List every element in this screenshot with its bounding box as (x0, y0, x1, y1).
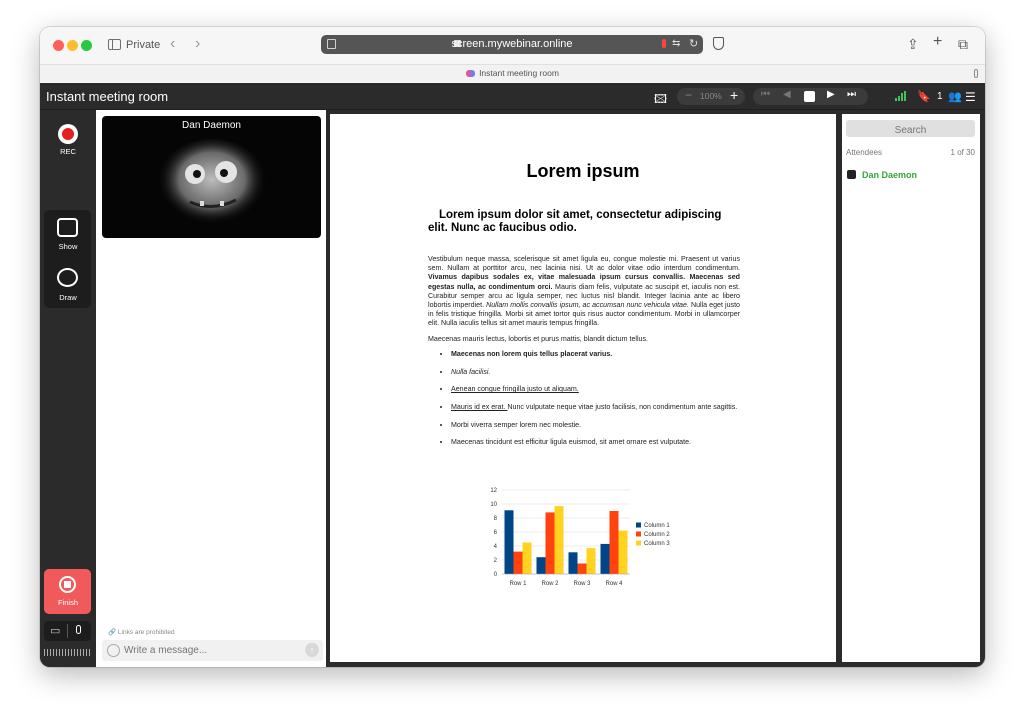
finish-label: Finish (57, 598, 78, 607)
x-tick-label: Row 1 (509, 581, 527, 587)
list-item: • Maecenas non lorem quis tellus placerat varius. (451, 350, 740, 359)
tool-group (44, 210, 91, 308)
back-icon[interactable]: ‹ (170, 35, 176, 52)
tab-title: Instant meeting room (479, 68, 559, 78)
presenter-name: Dan Daemon (182, 120, 241, 131)
browser-toolbar (40, 27, 985, 64)
microphone-in-use-icon[interactable] (662, 39, 666, 48)
y-tick-label: 0 (493, 572, 497, 578)
bar (523, 543, 532, 575)
bar (505, 510, 514, 574)
meeting-app (40, 83, 985, 667)
bar (555, 506, 564, 574)
zoom-level: 100% (700, 91, 722, 101)
zoom-control (677, 88, 745, 105)
paragraph: Vestibulum neque massa, scelerisque sit amet ligula eu, congue molestie mi. Praesent ut varius sem. Nullam at porttitor arcu, nec lacinia nisi. Ut ac dolor vitae odio interdum condimentum. Vivamus dapibus sodales ex, vitae malesuada ipsum cursus convallis. Maecenas sed egestas nulla, ac condimentum orci. Mauris diam felis, vulputate ac suscipit et, iaculis non est. Curabitur semper arcu ac ligula semper, nec luctus nisl blandit. Integer lacinia ante ac libero lobortis imperdiet. Nullam mollis convallis ipsum, ac accumsan nunc vehicula vitae. Nulla eget justo in felis tristique fringilla. Morbi sit amet tortor quis risus auctor condimentum. Morbi in ullamcorper elit. Nulla iaculis tellus sit amet mauris tempus fringilla. (428, 255, 740, 328)
bar (578, 564, 587, 575)
camera-icon[interactable]: ▭ (50, 625, 61, 637)
x-tick-label: Row 3 (573, 581, 591, 587)
address-bar[interactable] (321, 35, 703, 54)
reload-icon[interactable]: ↻ (689, 38, 699, 50)
legend-swatch (636, 532, 641, 537)
presenter-video (102, 116, 321, 238)
presentation-document (330, 114, 836, 662)
video-chat-panel (96, 110, 326, 667)
document-subtitle: Lorem ipsum dolor sit amet, consectetur adipiscing elit. Nunc ac faucibus odio. (428, 209, 722, 234)
attendee-item[interactable] (847, 170, 917, 180)
share-icon[interactable]: ⇪ (907, 36, 919, 52)
close-window-button[interactable] (53, 40, 64, 51)
y-tick-label: 8 (493, 516, 497, 522)
volume-meter (44, 649, 91, 656)
chat-input-bar (102, 640, 323, 661)
y-tick-label: 4 (493, 544, 497, 550)
stop-icon[interactable] (804, 91, 815, 102)
media-controls (44, 621, 91, 641)
bar (546, 512, 555, 574)
document-title: Lorem ipsum (526, 161, 640, 181)
tab-bar (40, 64, 985, 82)
chat-note: 🔗 Links are prohibited (108, 629, 175, 636)
next-slide-icon[interactable]: ▶ (827, 89, 835, 100)
draw-label: Draw (59, 293, 77, 302)
slide-pager (753, 88, 868, 105)
message-input[interactable] (124, 643, 294, 658)
legend-label: Column 3 (644, 541, 670, 547)
shapes-icon (57, 268, 78, 287)
emoji-icon[interactable] (107, 644, 120, 657)
paragraph: Maecenas mauris lectus, lobortis et purus mattis, blandit dictum tellus. (428, 334, 648, 343)
tool-rail (40, 110, 96, 667)
bar (619, 531, 628, 574)
participants-icon[interactable]: 👥 (948, 91, 962, 103)
record-icon (58, 124, 78, 144)
finish-button[interactable] (44, 569, 91, 614)
rec-label: REC (60, 147, 76, 156)
list-item: • Maecenas tincidunt est efficitur ligula euismod, sit amet ornare est vulputate. (451, 438, 740, 447)
site-favicon-icon (466, 70, 475, 77)
browser-window (40, 27, 985, 667)
translate-icon[interactable]: ⇆ (672, 38, 681, 49)
minimize-window-button[interactable] (67, 40, 78, 51)
new-tab-icon[interactable]: + (933, 33, 943, 50)
bar (514, 552, 523, 574)
image-icon[interactable]: 🖾 (654, 92, 668, 106)
send-icon[interactable]: ↑ (305, 643, 319, 657)
sidebar-icon[interactable] (108, 39, 121, 50)
first-slide-icon[interactable]: ⏮ (761, 89, 770, 100)
bar (569, 552, 578, 574)
show-label: Show (58, 242, 78, 251)
forward-icon[interactable]: › (195, 35, 201, 52)
document-body (428, 255, 740, 456)
legend-swatch (636, 523, 641, 528)
legend-swatch (636, 541, 641, 546)
signal-strength-icon (895, 91, 907, 101)
app-header (40, 83, 985, 110)
y-tick-label: 10 (490, 502, 497, 508)
bar-chart (480, 487, 720, 597)
search-field (846, 120, 975, 137)
list-item: • Mauris id ex erat. Nunc vulputate neque vitae justo facilisis, non condimentum ante sagittis. (451, 403, 740, 412)
url-text: screen.mywebinar.online (451, 38, 573, 50)
list-item: • Morbi viverra semper lorem nec molestie. (451, 421, 740, 430)
last-slide-icon[interactable]: ⏭ (847, 89, 856, 100)
attendees-count: 1 of 30 (950, 148, 975, 157)
divider (67, 624, 68, 638)
prev-slide-icon[interactable]: ◀ (783, 89, 791, 100)
legend-label: Column 2 (644, 532, 670, 538)
bullet-list (451, 350, 740, 448)
legend-label: Column 1 (644, 523, 670, 529)
search-input[interactable] (846, 122, 975, 139)
monster-avatar (102, 116, 321, 238)
x-tick-label: Row 2 (541, 581, 559, 587)
list-item: • Aenean congue fringilla justo ut aliquam. (451, 385, 740, 394)
y-tick-label: 2 (493, 558, 497, 564)
list-item: • Nulla facilisi. (451, 368, 740, 377)
x-tick-label: Row 4 (605, 581, 623, 587)
bar (610, 511, 619, 574)
bookmark-icon[interactable]: 🔖 (917, 91, 931, 103)
private-label: Private (126, 39, 161, 51)
attendee-name: Dan Daemon (862, 170, 918, 180)
zoom-in-button[interactable]: + (730, 87, 739, 103)
y-tick-label: 6 (493, 530, 497, 536)
presentation-icon (57, 218, 78, 237)
participant-count: 1 (937, 91, 943, 102)
attendees-label: Attendees (846, 148, 883, 157)
microphone-icon[interactable] (974, 69, 978, 78)
bar (537, 557, 546, 574)
bar (587, 548, 596, 574)
y-tick-label: 12 (490, 488, 497, 494)
privacy-shield-icon[interactable] (713, 37, 724, 50)
room-title: Instant meeting room (46, 89, 169, 104)
active-tab[interactable] (40, 68, 985, 78)
zoom-out-button[interactable]: − (685, 88, 693, 102)
tab-overview-icon[interactable]: ⧉ (958, 36, 968, 52)
presenter-badge-icon (847, 170, 856, 179)
zoom-window-button[interactable] (81, 40, 92, 51)
attendees-panel (842, 114, 980, 662)
bar (601, 544, 610, 574)
menu-icon[interactable]: ☰ (965, 90, 976, 104)
stop-icon (59, 576, 76, 593)
microphone-icon[interactable] (76, 625, 81, 634)
